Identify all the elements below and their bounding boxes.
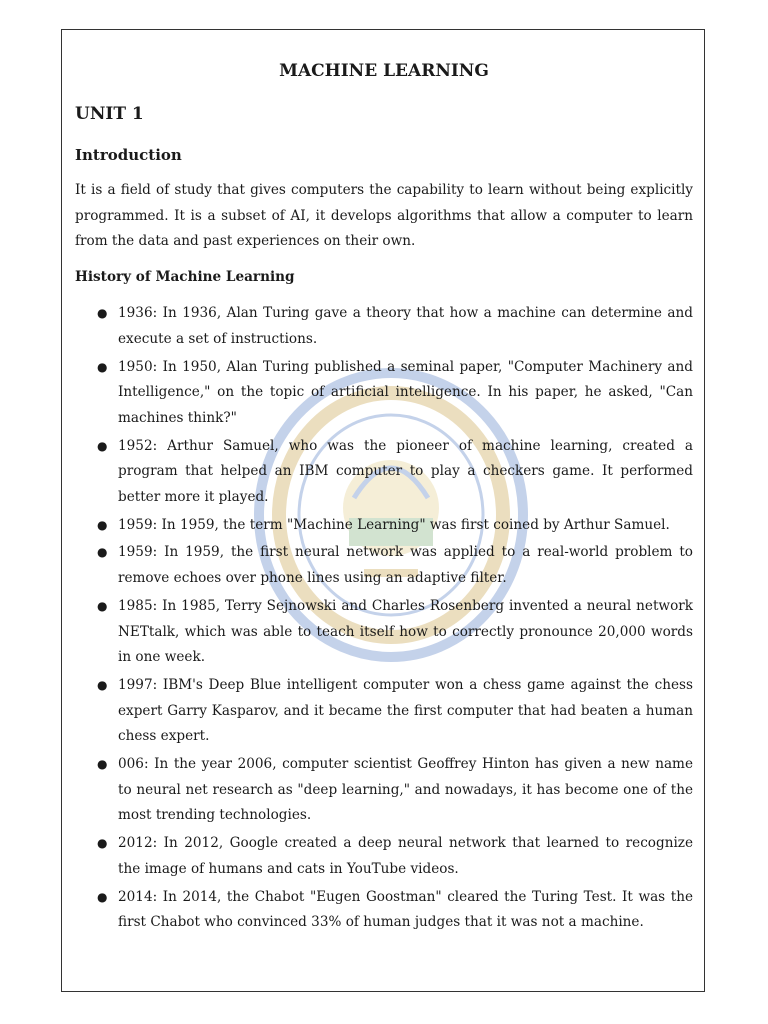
history-item-text: 1959: In 1959, the first neural network was applied to a real-world problem to remove echoes over phone lines using an adaptive filter.	[118, 544, 693, 587]
introduction-heading: Introduction	[75, 146, 182, 164]
history-item-text: 1950: In 1950, Alan Turing published a seminal paper, "Computer Machinery and Intelligence," on the topic of artificial intelligence. In his paper, he asked, "Can machines think?"	[118, 358, 693, 426]
history-item	[75, 434, 693, 511]
document-body	[75, 56, 693, 938]
history-item	[75, 594, 693, 671]
history-item	[75, 673, 693, 750]
bullet-icon: ●	[97, 438, 108, 453]
history-item	[75, 752, 693, 829]
history-item-text: 1952: Arthur Samuel, who was the pioneer of machine learning, created a program that helped an IBM computer to play a checkers game. It performed better more it played.	[118, 437, 693, 506]
bullet-icon: ●	[97, 359, 108, 374]
history-item-text: 2012: In 2012, Google created a deep neural network that learned to recognize the image of humans and cats in YouTube videos.	[118, 835, 693, 877]
bullet-icon: ●	[97, 889, 108, 904]
history-item	[75, 885, 693, 936]
history-item-text: 1959: In 1959, the term "Machine Learning" was first coined by Arthur Samuel.	[118, 516, 670, 533]
history-item	[75, 513, 693, 539]
history-item-text: 1985: In 1985, Terry Sejnowski and Charles Rosenberg invented a neural network NETtalk, which was able to teach itself how to correctly pronounce 20,000 words in one week.	[118, 597, 693, 666]
history-heading: History of Machine Learning	[75, 269, 295, 286]
history-item-text: 2014: In 2014, the Chabot "Eugen Goostman" cleared the Turing Test. It was the first Chabot who convinced 33% of human judges that it was not a machine.	[118, 888, 693, 931]
history-item-text: 1997: IBM's Deep Blue intelligent computer won a chess game against the chess expert Garry Kasparov, and it became the first computer that had beaten a human chess expert.	[118, 676, 693, 745]
unit-heading: UNIT 1	[75, 104, 144, 124]
bullet-icon: ●	[97, 598, 108, 613]
bullet-icon: ●	[97, 306, 108, 321]
bullet-icon: ●	[97, 677, 108, 692]
history-item	[75, 831, 693, 882]
history-item-text: 006: In the year 2006, computer scientist Geoffrey Hinton has given a new name to neural net research as "deep learning," and nowadays, it has become one of the most trending technologies.	[118, 756, 693, 824]
bullet-icon: ●	[97, 836, 108, 851]
history-item	[75, 540, 693, 591]
history-item	[75, 301, 693, 352]
history-list	[75, 301, 693, 936]
history-item	[75, 355, 693, 432]
document-title: MACHINE LEARNING	[279, 61, 489, 81]
bullet-icon: ●	[97, 757, 108, 772]
introduction-paragraph: It is a field of study that gives computers the capability to learn without being explicitly programmed. It is a subset of AI, it develops algorithms that allow a computer to learn from the data and past experiences on their own.	[75, 182, 693, 250]
bullet-icon: ●	[97, 545, 108, 560]
bullet-icon: ●	[97, 517, 108, 532]
history-item-text: 1936: In 1936, Alan Turing gave a theory that how a machine can determine and execute a set of instructions.	[118, 305, 693, 347]
